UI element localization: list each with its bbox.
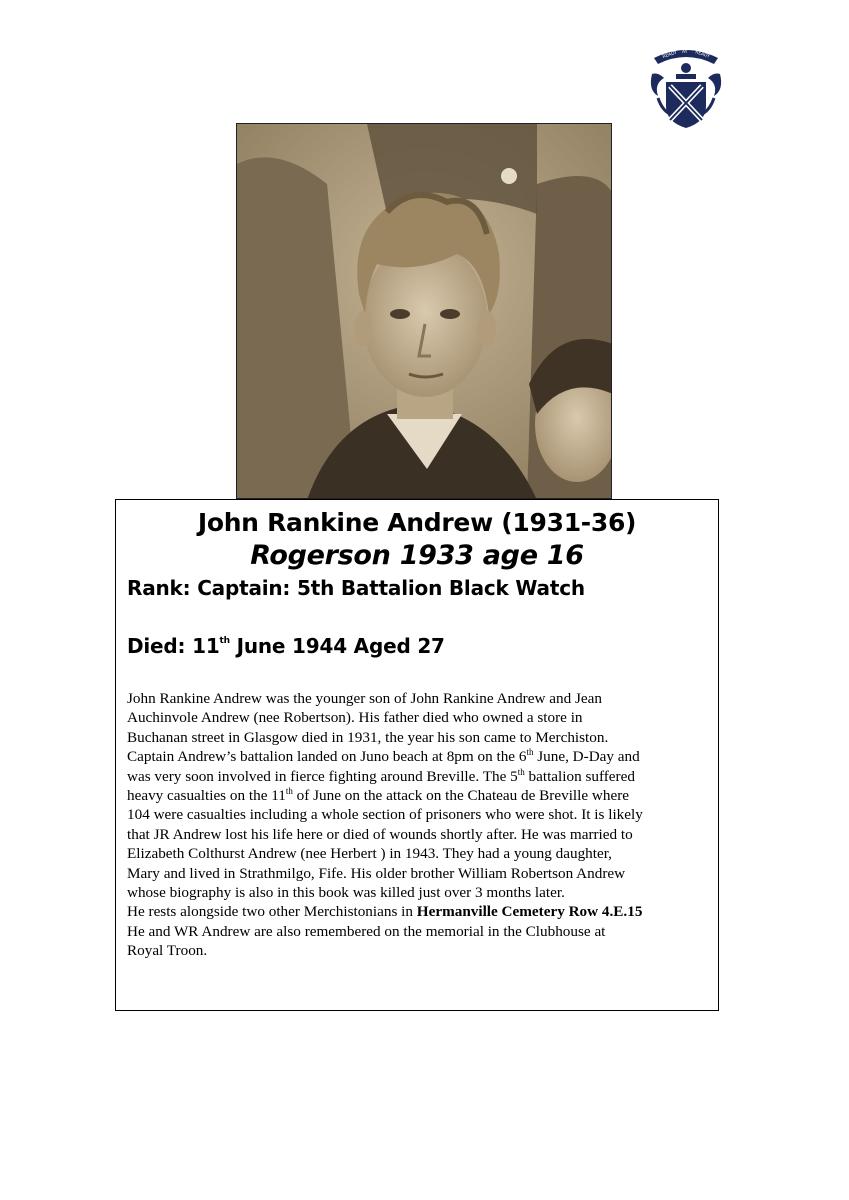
bio-text: Captain Andrew’s battalion landed on Juno beach at 8pm on the 6 [127,748,527,766]
bio-line [127,767,717,786]
bio-text: of June on the attack on the Chateau de Breville where [292,787,629,805]
bio-line [127,747,717,766]
person-name-heading: John Rankine Andrew (1931-36) [197,508,637,537]
portrait-photo [236,123,612,499]
bio-ordinal: th [526,747,534,758]
biography-text [127,689,717,961]
bio-line: 104 were casualties including a whole section of prisoners who were shot. It is likely [127,806,643,824]
rank-line: Rank: Captain: 5th Battalion Black Watch [127,576,585,600]
house-subheading: Rogerson 1933 age 16 [250,540,584,571]
died-rest: June 1944 Aged 27 [229,634,445,658]
crest-motto-right: READY [694,50,711,60]
crest-motto-left: READY [662,50,678,60]
biography-card [115,499,719,1011]
crest-motto-mid: AY [682,50,688,55]
died-ordinal: th [219,636,230,646]
bio-line [127,786,717,805]
bio-line: Mary and lived in Strathmilgo, Fife. His older brother William Robertson Andrew [127,864,626,882]
died-line [127,634,445,658]
died-prefix: Died: 11 [127,634,220,658]
bio-text: June, D-Day and [533,748,640,766]
bio-line: Buchanan street in Glasgow died in 1931, the year his son came to Merchiston. [127,728,609,746]
bio-line: Elizabeth Colthurst Andrew (nee Herbert ) in 1943. They had a young daughter, [127,845,612,863]
school-crest-logo [648,44,724,130]
bio-text: was very soon involved in fierce fighting around Breville. The 5 [127,767,518,785]
cemetery-location: Hermanville Cemetery Row 4.E.15 [416,903,643,921]
bio-line: He and WR Andrew are also remembered on the memorial in the Clubhouse at [127,922,606,940]
bio-ordinal: th [517,766,525,777]
bio-line: whose biography is also in this book was killed just over 3 months later. [127,884,565,902]
bio-line: Auchinvole Andrew (nee Robertson). His father died who owned a store in [127,709,583,727]
bio-text: heavy casualties on the 11 [127,787,286,805]
bio-line: Royal Troon. [127,942,208,960]
bio-text: He rests alongside two other Merchistonians in [127,903,417,921]
bio-line [127,902,717,921]
bio-ordinal: th [285,786,293,797]
bio-text: battalion suffered [524,767,635,785]
bio-line: that JR Andrew lost his life here or died of wounds shortly after. He was married to [127,825,633,843]
bio-line: John Rankine Andrew was the younger son of John Rankine Andrew and Jean [127,690,602,707]
